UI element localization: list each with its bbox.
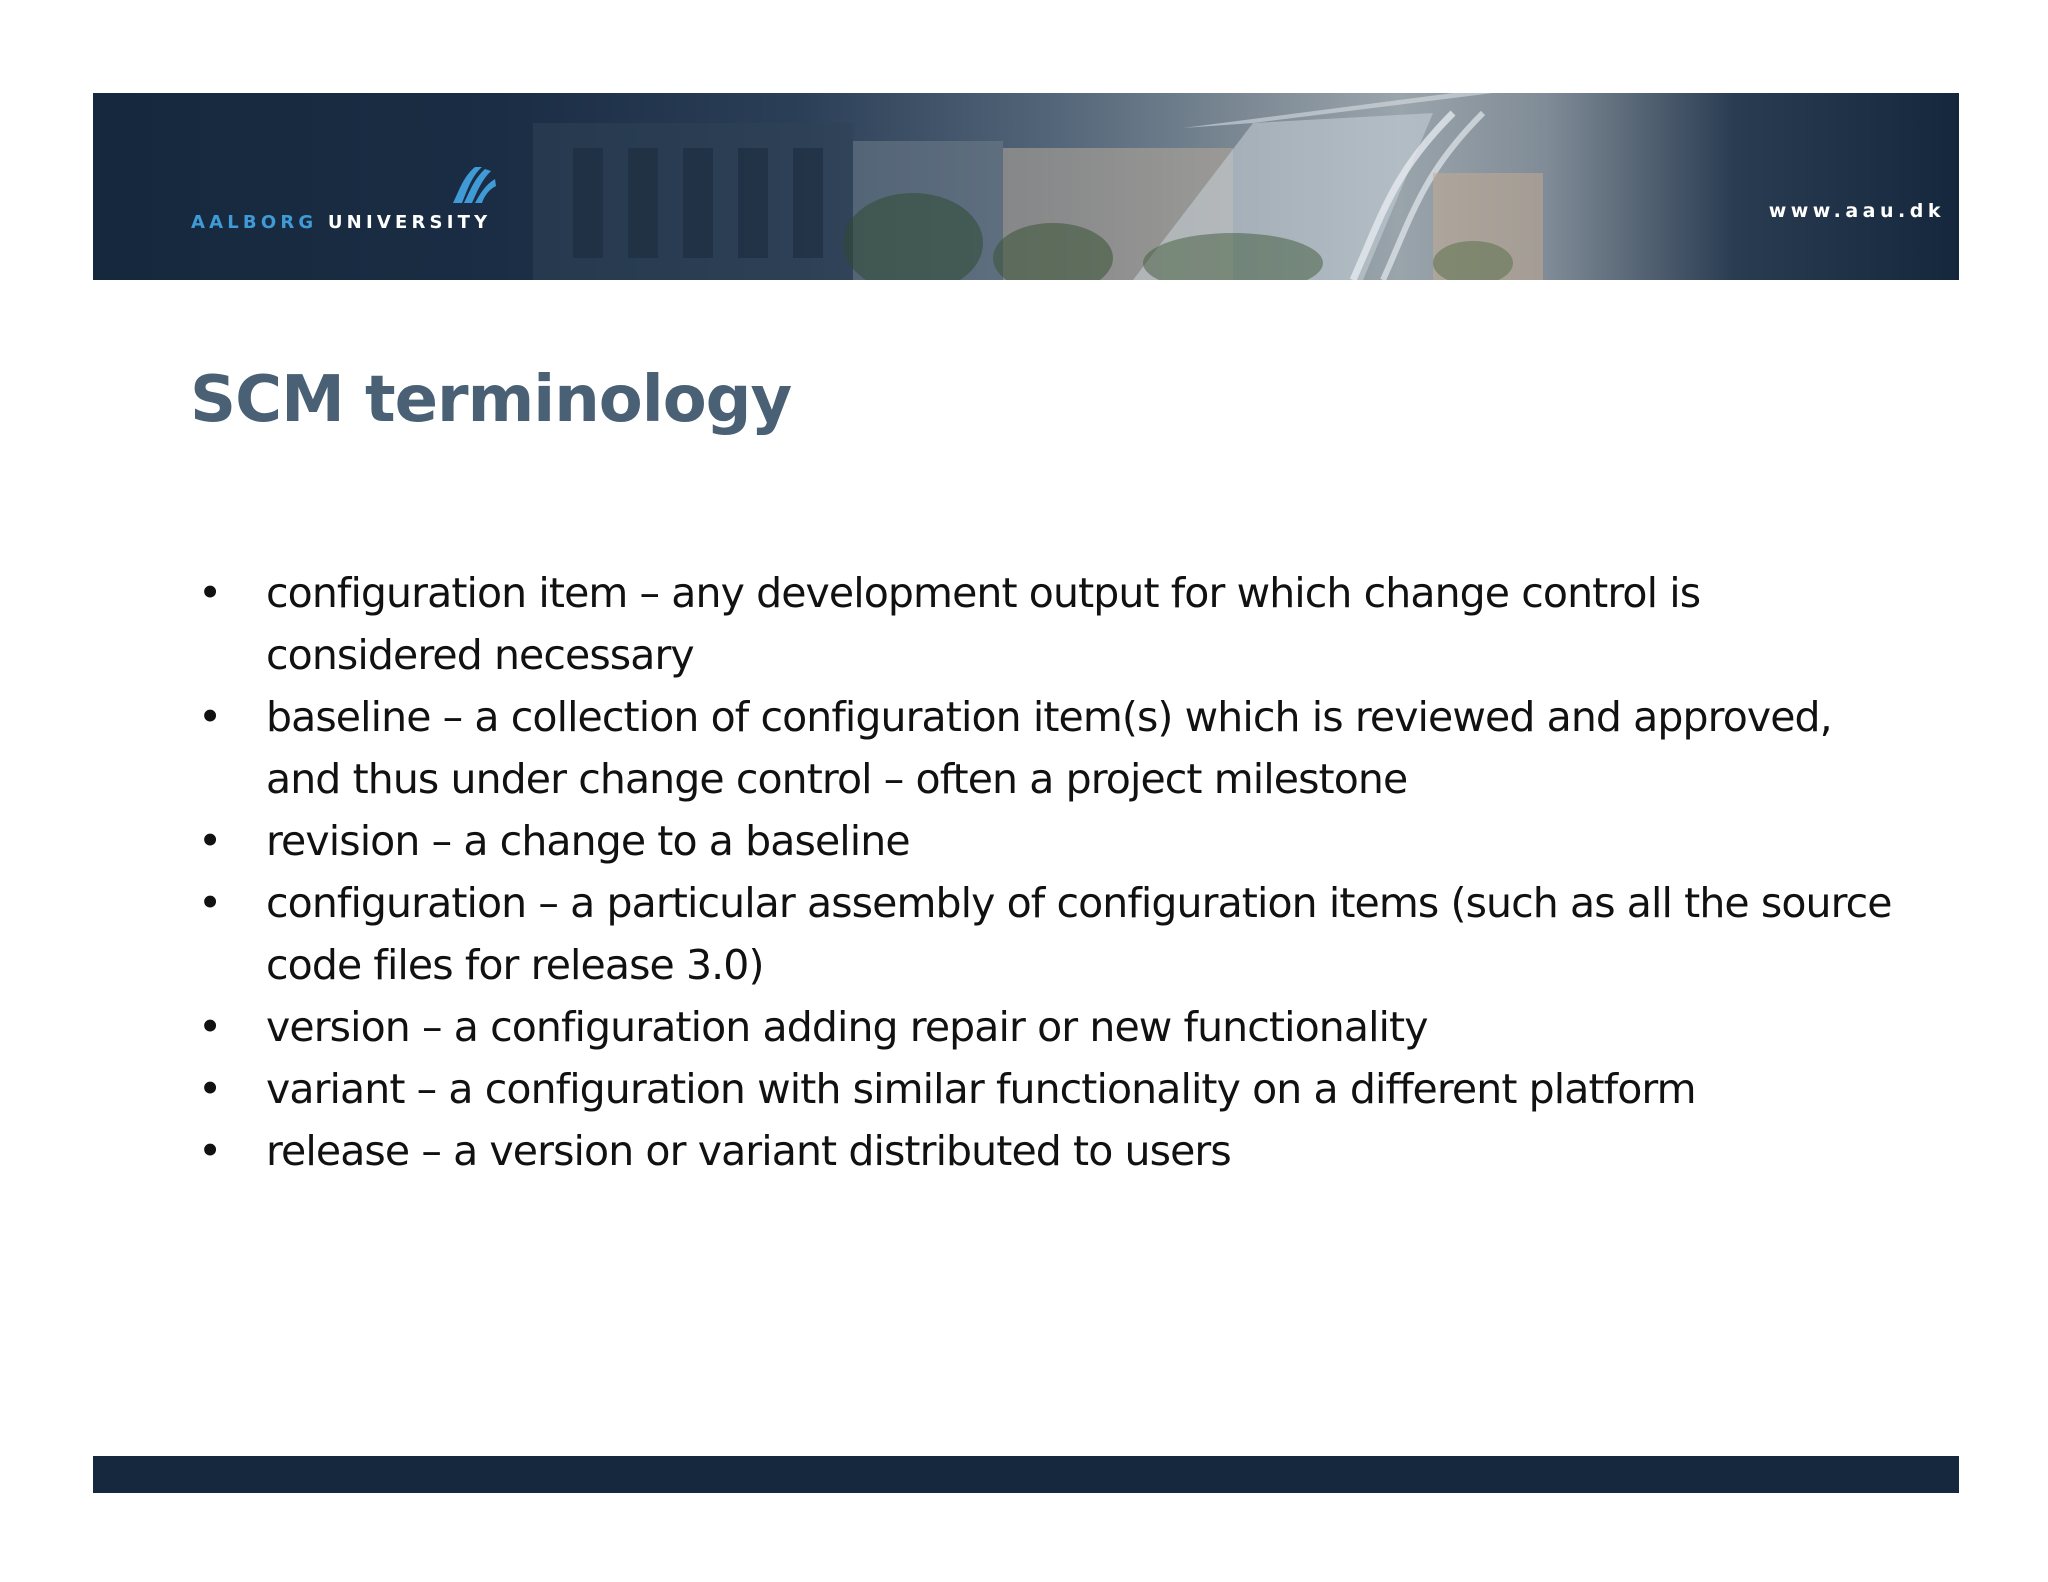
list-item [190, 562, 1910, 686]
list-item-text: configuration item – any development output for which change control is considered necessary [266, 569, 1701, 679]
bullet-icon: • [198, 569, 222, 617]
wordmark-aalborg: AALBORG [191, 212, 318, 233]
list-item [190, 1058, 1910, 1120]
bullet-icon: • [198, 817, 222, 865]
list-item-text: version – a configuration adding repair or new functionality [266, 1003, 1428, 1051]
bullet-icon: • [198, 693, 222, 741]
header-banner [93, 93, 1959, 280]
bullet-icon: • [198, 1127, 222, 1175]
list-item [190, 810, 1910, 872]
terminology-list [190, 562, 1910, 1182]
slide-title: SCM terminology [190, 363, 792, 437]
list-item [190, 686, 1910, 810]
university-wordmark [191, 213, 491, 233]
campus-building-photo [533, 93, 1713, 280]
list-item-text: revision – a change to a baseline [266, 817, 910, 865]
university-logo [191, 163, 531, 243]
list-item-text: baseline – a collection of configuration item(s) which is reviewed and approved, and thus under change control – often a project milestone [266, 693, 1832, 803]
list-item [190, 872, 1910, 996]
site-url: www.aau.dk [1768, 200, 1945, 222]
list-item [190, 1120, 1910, 1182]
footer-bar [93, 1456, 1959, 1493]
list-item-text: configuration – a particular assembly of configuration items (such as all the source code files for release 3.0) [266, 879, 1892, 989]
list-item [190, 996, 1910, 1058]
bullet-icon: • [198, 1003, 222, 1051]
list-item-text: variant – a configuration with similar functionality on a different platform [266, 1065, 1696, 1113]
aau-wave-logo-icon [449, 163, 497, 205]
wordmark-university: UNIVERSITY [327, 212, 492, 233]
bullet-icon: • [198, 1065, 222, 1113]
list-item-text: release – a version or variant distributed to users [266, 1127, 1231, 1175]
bullet-icon: • [198, 879, 222, 927]
